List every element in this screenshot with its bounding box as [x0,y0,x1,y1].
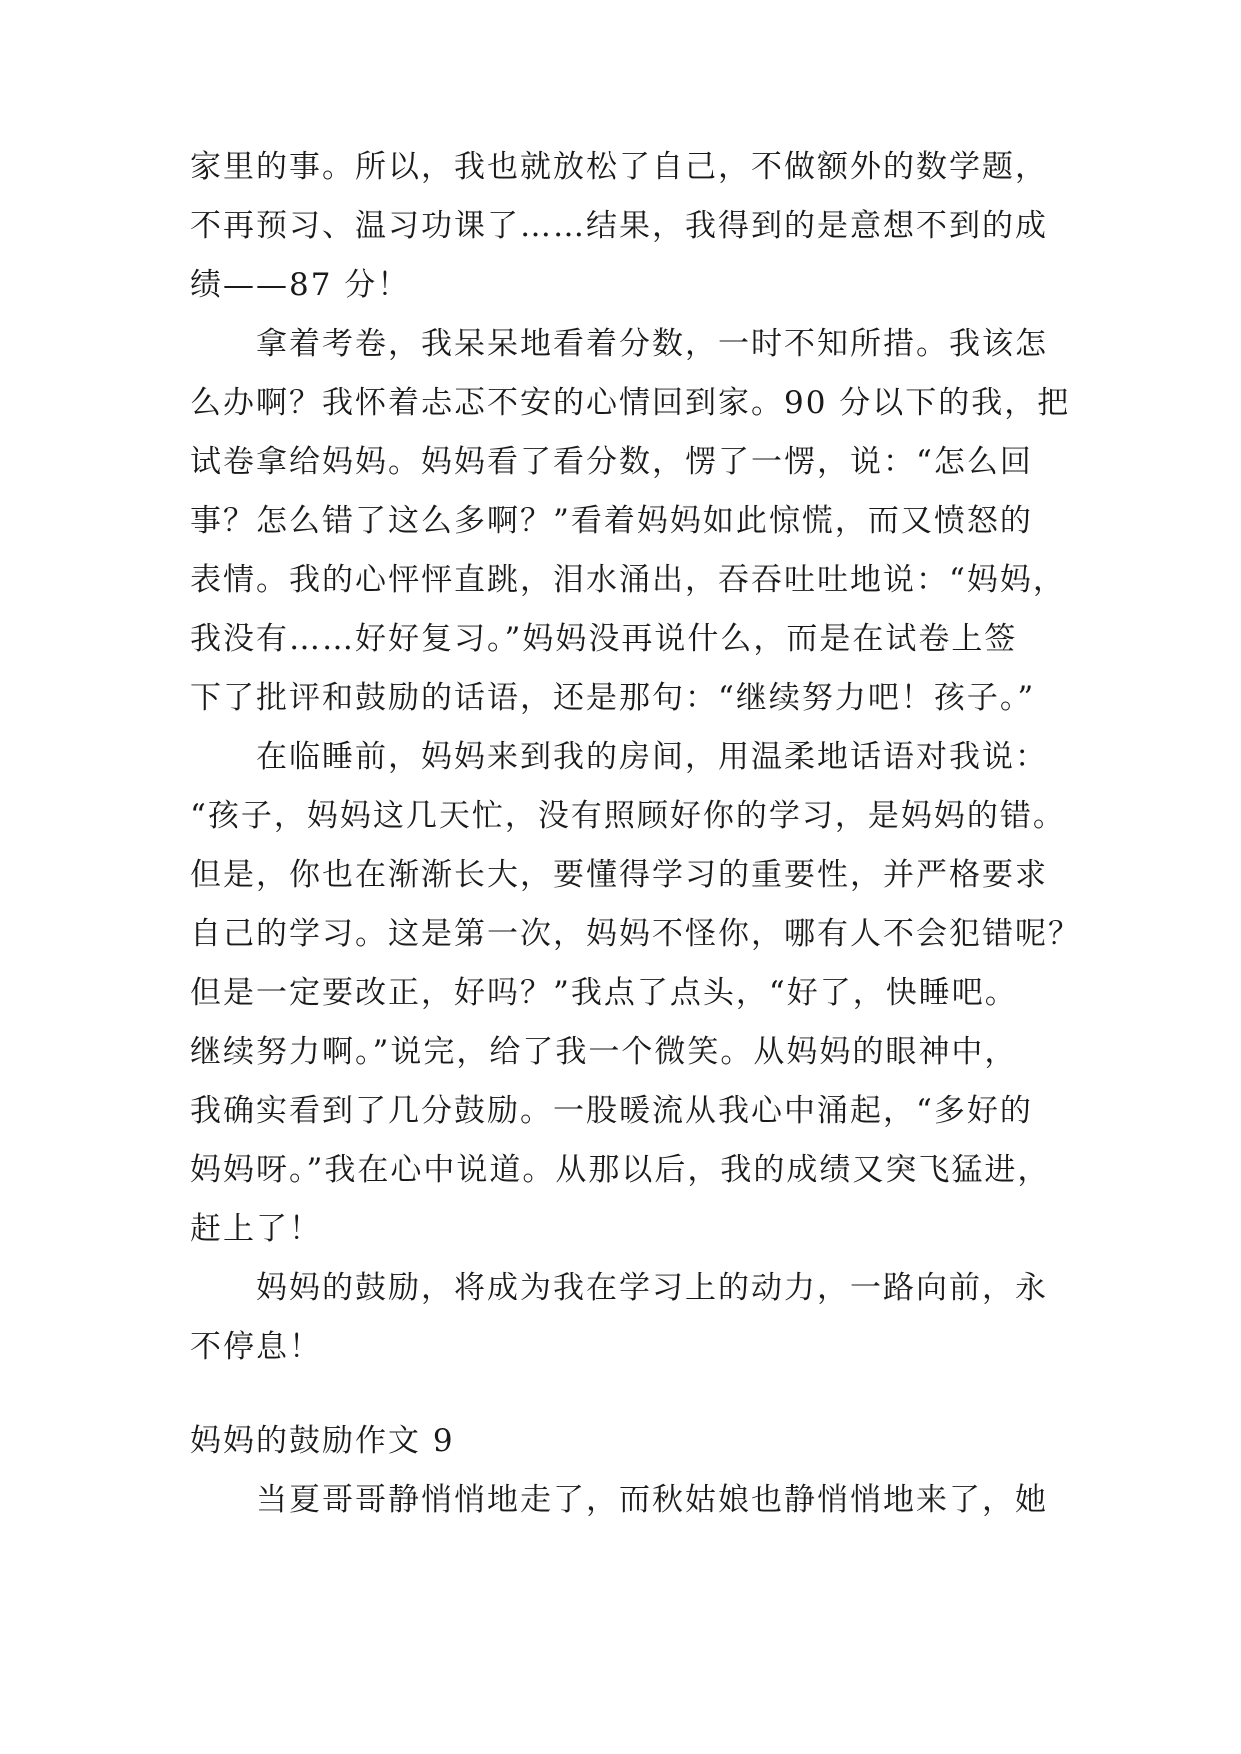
text-line: 自己的学习。这是第一次，妈妈不怪你，哪有人不会犯错呢？ [190,916,1081,952]
text-line: 我确实看到了几分鼓励。一股暖流从我心中涌起，“多好的 [190,1093,1033,1129]
text-line: 事？怎么错了这么多啊？”看着妈妈如此惊慌，而又愤怒的 [190,503,1033,539]
text-line: 么办啊？我怀着忐忑不安的心情回到家。90 分以下的我，把 [190,385,1071,421]
text-line: 绩——87 分！ [190,267,411,303]
text-line: 我没有……好好复习。”妈妈没再说什么，而是在试卷上签 [190,621,1018,657]
text-line: 妈妈呀。”我在心中说道。从那以后，我的成绩又突飞猛进， [190,1152,1051,1188]
text-line: 不停息！ [190,1329,322,1365]
document-body [190,138,1081,1377]
text-line: “孩子，妈妈这几天忙，没有照顾好你的学习，是妈妈的错。 [190,798,1066,834]
text-line: 不再预习、温习功课了……结果，我得到的是意想不到的成 [190,208,1048,244]
paragraph-start-line: 妈妈的鼓励，将成为我在学习上的动力，一路向前，永 [256,1270,1048,1306]
paragraph-start-line: 拿着考卷，我呆呆地看着分数，一时不知所措。我该怎 [256,326,1048,362]
text-line: 但是一定要改正，好吗？”我点了点头，“好了，快睡吧。 [190,975,1018,1011]
paragraph-start-line: 在临睡前，妈妈来到我的房间，用温柔地话语对我说： [256,739,1048,775]
text-line: 下了批评和鼓励的话语，还是那句：“继续努力吧！孩子。” [190,680,1036,716]
text-line: 继续努力啊。”说完，给了我一个微笑。从妈妈的眼神中， [190,1034,1018,1070]
section-title: 妈妈的鼓励作文 9 [190,1423,455,1459]
text-line: 表情。我的心怦怦直跳，泪水涌出，吞吞吐吐地说：“妈妈， [190,562,1066,598]
text-line: 赶上了！ [190,1211,322,1247]
text-line: 试卷拿给妈妈。妈妈看了看分数，愣了一愣，说：“怎么回 [190,444,1033,480]
text-line: 家里的事。所以，我也就放松了自己，不做额外的数学题， [190,149,1048,185]
paragraph-start-line: 当夏哥哥静悄悄地走了，而秋姑娘也静悄悄地来了，她 [256,1482,1048,1518]
section-body [190,1471,1060,1530]
text-line: 但是，你也在渐渐长大，要懂得学习的重要性，并严格要求 [190,857,1048,893]
